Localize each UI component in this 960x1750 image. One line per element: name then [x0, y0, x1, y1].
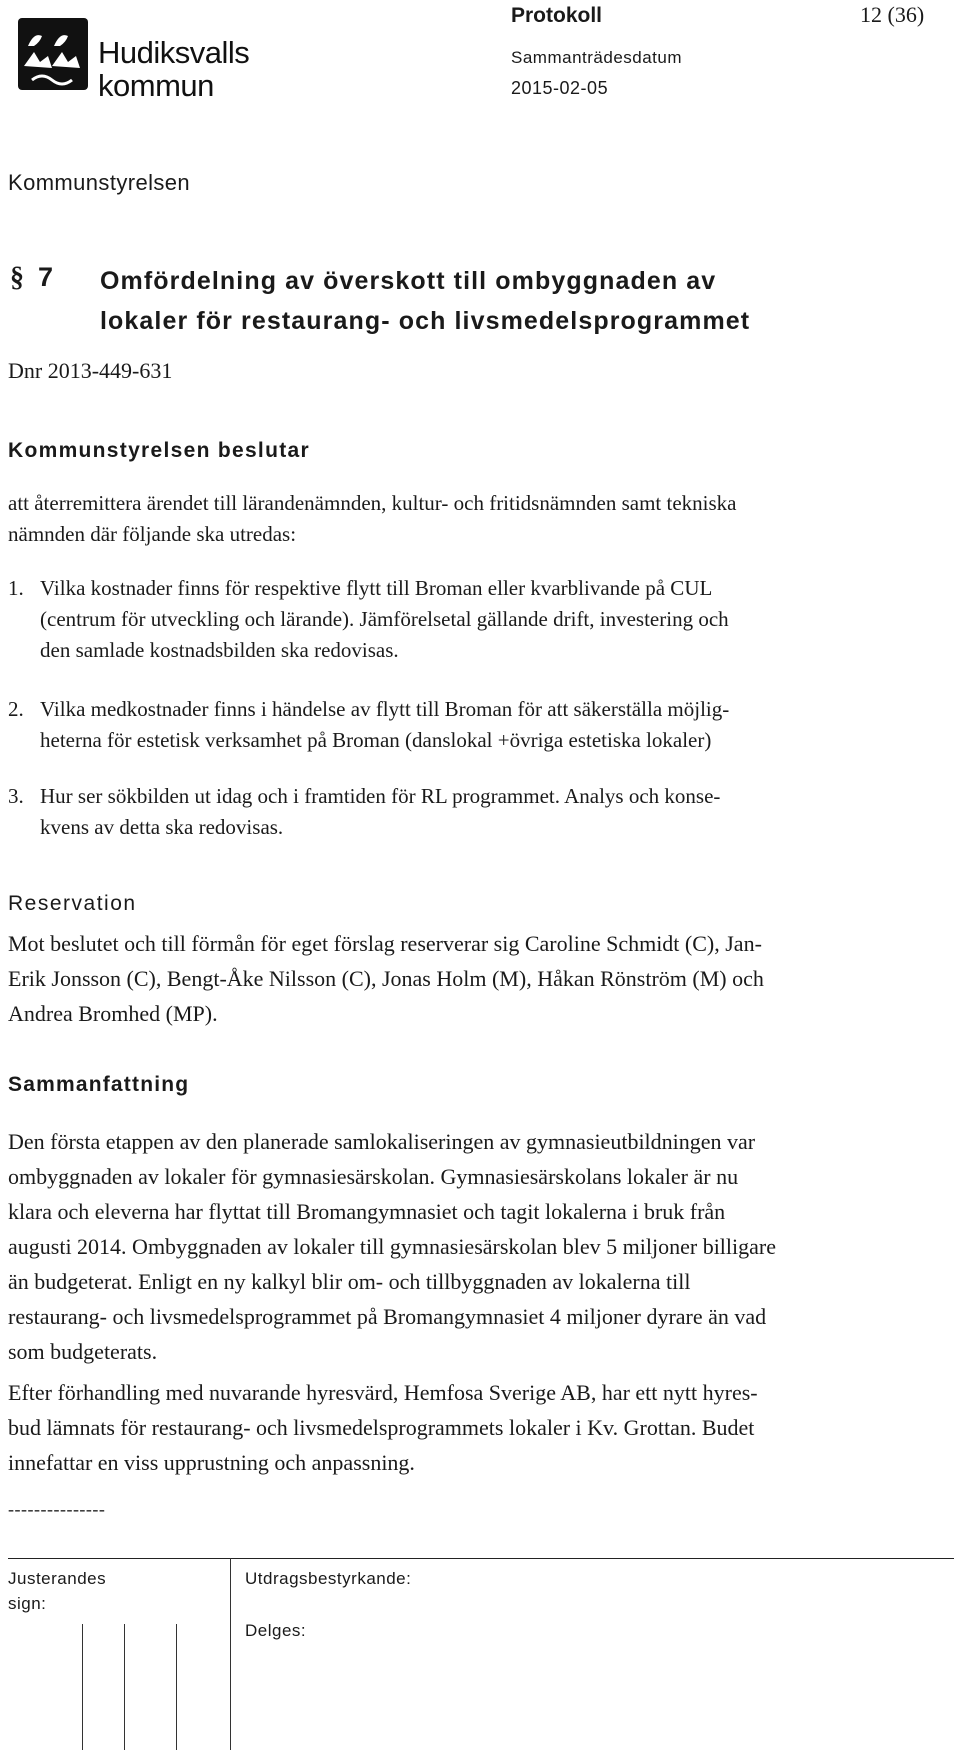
organization-name: Kommunstyrelsen	[8, 170, 191, 195]
signature-box-divider	[82, 1624, 83, 1750]
justerandes-line: Justerandes	[8, 1569, 107, 1588]
summary-line: Den första etappen av den planerade samlokaliseringen av gymnasieutbildningen var	[8, 1129, 756, 1154]
item-number: 1.	[8, 576, 24, 600]
paragraph-number: 7	[38, 262, 54, 292]
summary-line: restaurang- och livsmedelsprogrammet på Bromangymnasiet 4 miljoner dyrare än vad	[8, 1304, 767, 1329]
title-line-1: Omfördelning av överskott till ombyggnaden av	[100, 267, 717, 295]
summary-line: innefattar en viss upprustning och anpassning.	[8, 1450, 415, 1475]
delges-label: Delges:	[245, 1621, 307, 1640]
logo-wordmark	[98, 36, 249, 102]
decision-heading: Kommunstyrelsen beslutar	[8, 439, 310, 462]
item-line: den samlade kostnadsbilden ska redovisas.	[40, 638, 399, 662]
sign-line: sign:	[8, 1594, 47, 1613]
item-number: 3.	[8, 784, 24, 808]
reservation-text	[8, 926, 938, 1031]
dash-separator: ---------------	[8, 1499, 106, 1519]
summary-line: ombyggnaden av lokaler för gymnasiesärskolan. Gymnasiesärskolans lokaler är nu	[8, 1164, 739, 1189]
summary-line: bud lämnats för restaurang- och livsmedelsprogrammets lokaler i Kv. Grottan. Budet	[8, 1415, 755, 1440]
reservation-line: Andrea Bromhed (MP).	[8, 1001, 218, 1026]
summary-heading: Sammanfattning	[8, 1073, 190, 1096]
reservation-line: Mot beslutet och till förmån för eget förslag reserverar sig Caroline Schmidt (C), Jan-	[8, 931, 762, 956]
paragraph-symbol: §	[10, 262, 24, 293]
summary-paragraph-1	[8, 1124, 938, 1369]
summary-line: än budgeterat. Enligt en ny kalkyl blir om- och tillbyggnaden av lokalerna till	[8, 1269, 691, 1294]
item-text	[40, 694, 935, 756]
page-title	[100, 261, 940, 341]
signature-box-divider	[124, 1624, 125, 1750]
decision-item-1	[8, 573, 938, 673]
reservation-heading: Reservation	[8, 892, 137, 915]
footer-top-rule	[8, 1558, 954, 1559]
item-line: Hur ser sökbilden ut idag och i framtiden för RL programmet. Analys och konse-	[40, 784, 721, 808]
summary-paragraph-2	[8, 1375, 938, 1480]
item-line: Vilka medkostnader finns i händelse av flytt till Broman för att säkerställa möjlig-	[40, 697, 730, 721]
item-number: 2.	[8, 697, 24, 721]
summary-line: som budgeterats.	[8, 1339, 158, 1364]
meeting-date: 2015-02-05	[511, 78, 609, 98]
item-text	[40, 781, 935, 843]
shield-logo-icon	[16, 16, 96, 96]
justerandes-label	[8, 1566, 106, 1616]
decision-item-2	[8, 694, 938, 764]
footer-divider-main	[230, 1558, 231, 1750]
logo-line-1: Hudiksvalls	[98, 35, 250, 70]
meeting-date-label: Sammanträdesdatum	[511, 48, 683, 67]
intro-line: nämnden där följande ska utredas:	[8, 522, 297, 546]
doc-type: Protokoll	[511, 4, 603, 27]
item-line: heterna för estetisk verksamhet på Broman (danslokal +övriga estetiska lokaler)	[40, 728, 712, 752]
page-number: 12 (36)	[860, 2, 925, 27]
summary-line: augusti 2014. Ombyggnaden av lokaler till gymnasiesärskolan blev 5 miljoner billigare	[8, 1234, 777, 1259]
intro-line: att återremittera ärendet till lärandenämnden, kultur- och fritidsnämnden samt tekniska	[8, 491, 737, 515]
item-text	[40, 573, 935, 666]
decision-intro	[8, 488, 938, 550]
title-line-2: lokaler för restaurang- och livsmedelsprogrammet	[100, 307, 751, 335]
item-line: Vilka kostnader finns för respektive flytt till Broman eller kvarblivande på CUL	[40, 576, 713, 600]
summary-line: Efter förhandling med nuvarande hyresvärd, Hemfosa Sverige AB, har ett nytt hyres-	[8, 1380, 758, 1405]
signature-box-divider	[176, 1624, 177, 1750]
logo-line-2: kommun	[98, 68, 214, 103]
case-number: Dnr 2013-449-631	[8, 358, 173, 383]
item-line: (centrum för utveckling och lärande). Jämförelsetal gällande drift, investering och	[40, 607, 729, 631]
summary-line: klara och eleverna har flyttat till Bromangymnasiet och tagit lokalerna i bruk från	[8, 1199, 726, 1224]
reservation-line: Erik Jonsson (C), Bengt-Åke Nilsson (C), Jonas Holm (M), Håkan Rönström (M) och	[8, 966, 764, 991]
utdrag-label: Utdragsbestyrkande:	[245, 1569, 412, 1588]
item-line: kvens av detta ska redovisas.	[40, 815, 284, 839]
decision-item-3	[8, 781, 938, 851]
